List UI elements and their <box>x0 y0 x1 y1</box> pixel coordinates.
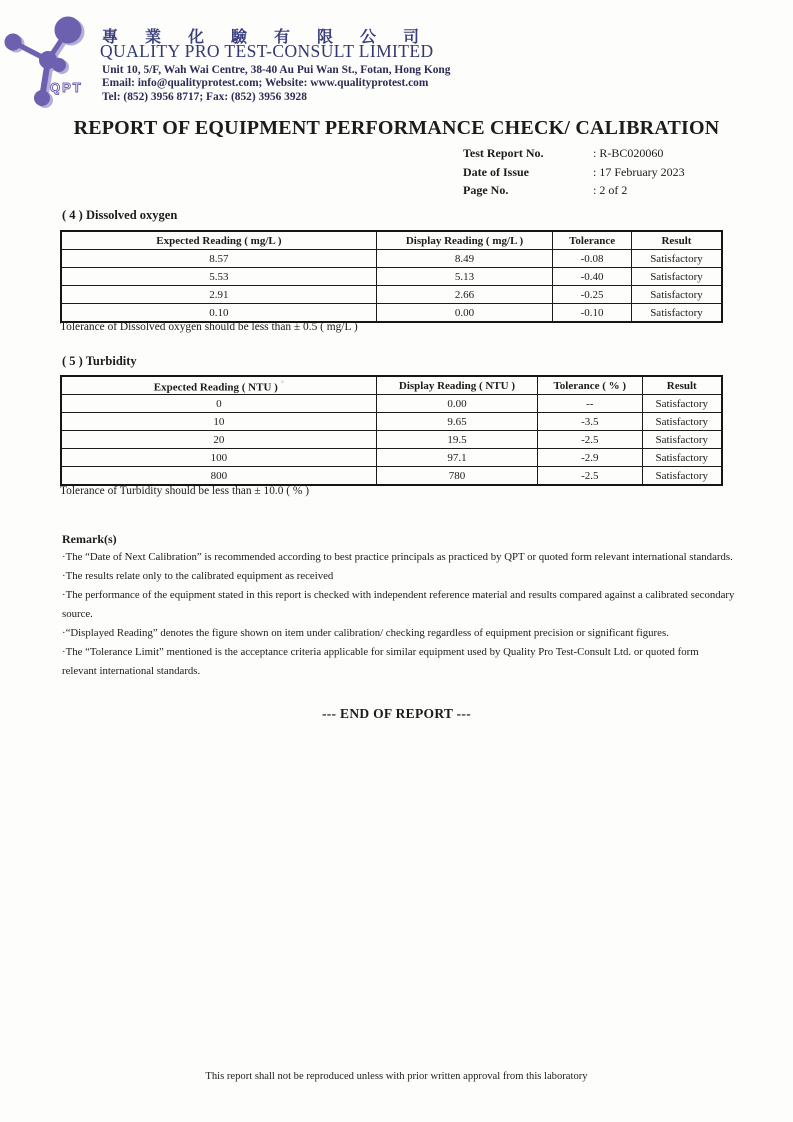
table-cell: 100 <box>61 449 376 467</box>
meta-row-page-no <box>463 183 685 202</box>
column-header-label: Expected Reading ( NTU ) <box>153 381 278 394</box>
address-line: Unit 10, 5/F, Wah Wai Centre, 38-40 Au Pui Wan St., Fotan, Hong Kong <box>102 64 451 76</box>
table-cell: Satisfactory <box>631 286 722 304</box>
turbidity-tolerance-note: Tolerance of Turbidity should be less than ± 10.0 ( % ) <box>60 485 310 497</box>
email-website-line: Email: info@qualityprotest.com; Website: www.qualityprotest.com <box>102 77 429 90</box>
table-header-row <box>61 376 722 395</box>
end-of-report-marker: --- END OF REPORT --- <box>321 706 472 721</box>
column-header: Tolerance ( % ) <box>538 376 642 395</box>
table-cell: Satisfactory <box>631 268 722 286</box>
column-header: Display Reading ( NTU ) <box>376 376 537 395</box>
tel-fax-line: Tel: (852) 3956 8717; Fax: (852) 3956 3928 <box>102 90 307 103</box>
meta-value: : R-BC020060 <box>593 146 664 160</box>
logo-text: QPT <box>50 80 83 95</box>
column-header: Tolerance <box>553 231 632 250</box>
remark-line: ·The “Date of Next Calibration” is recommended according to best practice principals as practiced by QPT or quoted form relevant international standards. <box>62 551 733 563</box>
table-row <box>61 449 722 467</box>
table-cell: 8.57 <box>61 250 376 268</box>
table-row <box>61 395 722 413</box>
remark-line: ·The performance of the equipment stated in this report is checked with independent reference material and results compared against a calibrated secondary <box>62 589 735 601</box>
table-cell: 97.1 <box>376 449 537 467</box>
column-header: Display Reading ( mg/L ) <box>376 231 552 250</box>
turbidity-table <box>60 375 723 486</box>
table-cell: -2.5 <box>538 467 642 486</box>
table-cell: 9.65 <box>376 413 537 431</box>
report-title: REPORT OF EQUIPMENT PERFORMANCE CHECK/ CALIBRATION <box>73 117 720 139</box>
table-cell: Satisfactory <box>642 395 722 413</box>
reproduction-disclaimer: This report shall not be reproduced unless with prior written approval from this laboratory <box>205 1071 588 1082</box>
table-row <box>61 250 722 268</box>
remark-line: ·The “Tolerance Limit” mentioned is the acceptance criteria applicable for similar equipment used by Quality Pro Test-Consult Ltd. or quoted form <box>62 646 699 658</box>
table-cell: Satisfactory <box>642 413 722 431</box>
remarks-list <box>62 548 772 681</box>
meta-label: Test Report No. <box>463 146 544 160</box>
meta-value: : 2 of 2 <box>593 183 628 198</box>
table-cell: 800 <box>61 467 376 486</box>
table-cell: 780 <box>376 467 537 486</box>
table-cell: -0.08 <box>553 250 632 268</box>
company-address-block <box>102 64 450 104</box>
company-name-english: QUALITY PRO TEST-CONSULT LIMITED <box>100 41 434 61</box>
remarks-heading: Remark(s) <box>62 532 117 546</box>
table-cell: 0.10 <box>61 304 376 323</box>
meta-row-report-no <box>463 146 685 165</box>
table-cell: -- <box>538 395 642 413</box>
meta-row-date-of-issue <box>463 165 685 184</box>
table-cell: 0.00 <box>376 395 537 413</box>
table-row <box>61 286 722 304</box>
column-header: Result <box>631 231 722 250</box>
table-cell: -0.25 <box>553 286 632 304</box>
table-cell: 10 <box>61 413 376 431</box>
table-cell: Satisfactory <box>631 304 722 323</box>
meta-label: Date of Issue <box>463 164 529 179</box>
remark-line: ·“Displayed Reading” denotes the figure shown on item under calibration/ checking regardless of equipment precision or significant figures. <box>62 627 669 639</box>
table-row <box>61 304 722 323</box>
remark-line: source. <box>62 608 93 620</box>
section-heading-dissolved-oxygen: ( 4 ) Dissolved oxygen <box>62 208 178 222</box>
qpt-molecule-logo <box>4 8 104 112</box>
column-header: Expected Reading ( mg/L ) <box>61 231 376 250</box>
table-row <box>61 467 722 486</box>
table-cell: 5.53 <box>61 268 376 286</box>
table-cell: -3.5 <box>538 413 642 431</box>
table-cell: 19.5 <box>376 431 537 449</box>
column-header <box>61 376 376 395</box>
dissolved-oxygen-tolerance-note: Tolerance of Dissolved oxygen should be less than ± 0.5 ( mg/L ) <box>60 321 358 333</box>
table-cell: 5.13 <box>376 268 552 286</box>
table-header-row <box>61 231 722 250</box>
company-name-chinese: 專 業 化 驗 有 限 公 司 <box>102 29 431 46</box>
table-cell: 2.91 <box>61 286 376 304</box>
table-cell: 2.66 <box>376 286 552 304</box>
dissolved-oxygen-table <box>60 230 723 323</box>
table-row <box>61 413 722 431</box>
meta-value: : 17 February 2023 <box>593 164 685 179</box>
meta-label: Page No. <box>463 183 509 198</box>
table-cell: Satisfactory <box>642 431 722 449</box>
column-header: Result <box>642 376 722 395</box>
remark-line: relevant international standards. <box>62 665 201 677</box>
table-cell: 20 <box>61 431 376 449</box>
table-cell: 0 <box>61 395 376 413</box>
remark-line: ·The results relate only to the calibrated equipment as received <box>62 570 334 582</box>
table-cell: Satisfactory <box>642 449 722 467</box>
table-cell: -2.5 <box>538 431 642 449</box>
section-heading-turbidity: ( 5 ) Turbidity <box>62 354 137 368</box>
table-row <box>61 268 722 286</box>
table-cell: -0.40 <box>553 268 632 286</box>
table-cell: Satisfactory <box>642 467 722 486</box>
table-cell: 0.00 <box>376 304 552 323</box>
table-cell: -2.9 <box>538 449 642 467</box>
table-row <box>61 431 722 449</box>
header-superscript-mark: ° <box>280 378 285 388</box>
table-cell: Satisfactory <box>631 250 722 268</box>
table-cell: -0.10 <box>553 304 632 323</box>
table-cell: 8.49 <box>376 250 552 268</box>
report-meta-block <box>463 146 685 202</box>
